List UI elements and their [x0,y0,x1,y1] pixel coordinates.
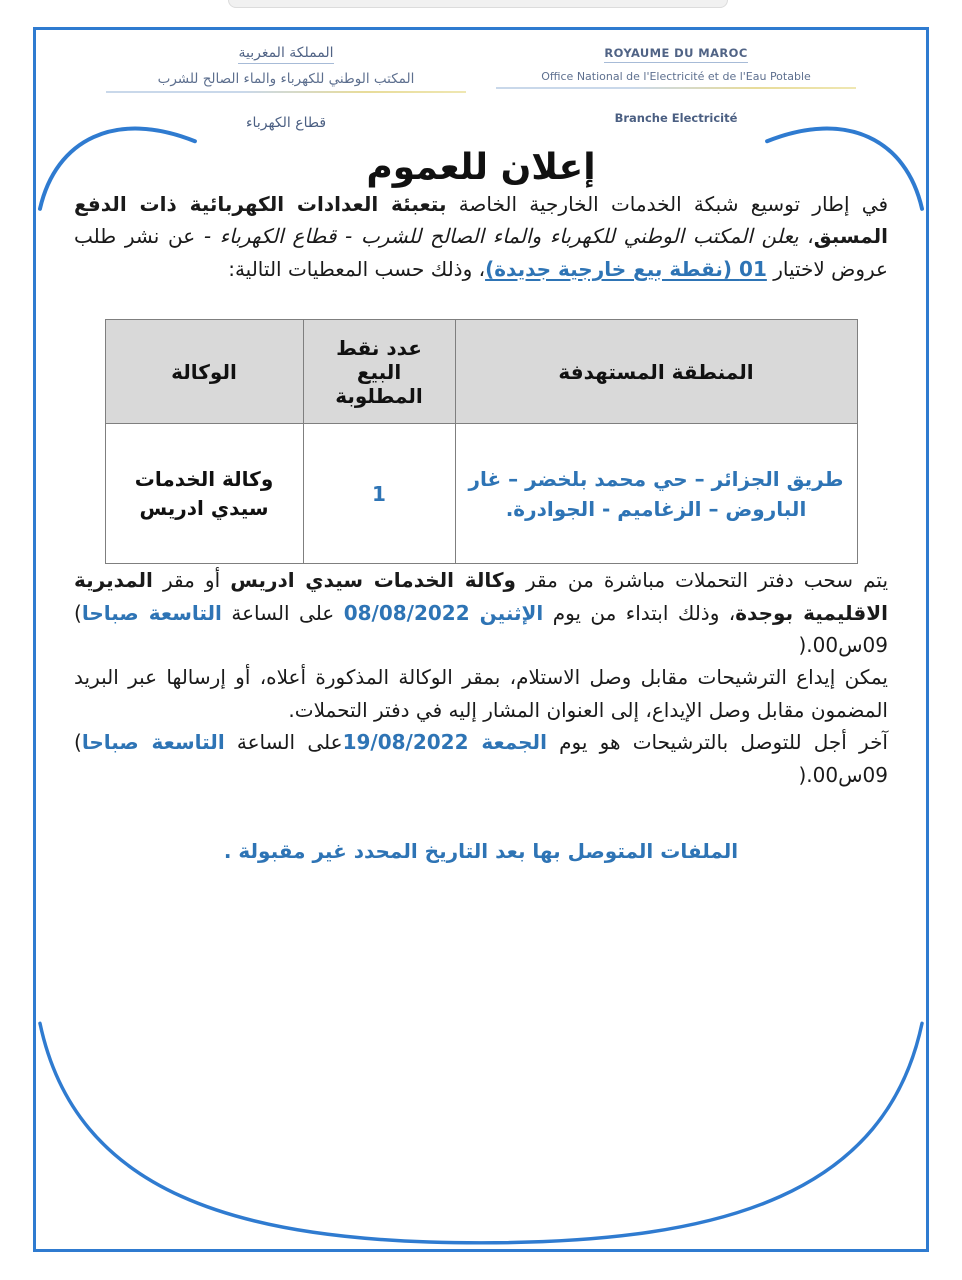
letterhead-arabic-office: المكتب الوطني للكهرباء والماء الصالح للشرب [157,71,415,87]
deadline-seg-4: على الساعة [224,730,343,755]
intro-seg-bold: بتعبئة العدادات الكهربائية ذات الدفع المسبق [74,192,889,249]
letterhead-arabic-kingdom: المملكة المغربية [238,45,333,64]
withdrawal-directorate-name: المديرية الاقليمية بوجدة [74,568,888,625]
document-page [33,27,929,1252]
deadline-time-numeric: ) 09س00.( [74,730,888,787]
submission-paragraph: يمكن إيداع الترشيحات مقابل وصل الاستلام، بمقر الوكالة المذكورة أعلاه، أو إرسالها عبر البريد المضمون مقابل وصل الإيداع، إلى العنوان المشار إليه في دفتر التحملات. [74,665,888,722]
deadline-day: الجمعة [481,730,547,755]
withdrawal-start-day: الإثنين [479,600,544,625]
table-cell-agency: وكالة الخدمات سيدي ادريس [105,424,303,564]
deadline-paragraph [74,726,888,791]
letterhead-french-rule [496,87,856,89]
withdrawal-seg-1: يتم سحب دفتر التحملات مباشرة من مقر [515,568,889,593]
browser-chrome-bar [228,0,728,8]
table-header-agency: الوكالة [105,320,303,424]
intro-seg-1: في إطار توسيع شبكة الخدمات الخارجية الخاصة [446,192,888,216]
withdrawal-seg-3: أو مقر [152,568,231,593]
withdrawal-start-date: 08/08/2022 [343,600,480,625]
intro-paragraph [74,188,888,285]
withdrawal-seg-5: ، وذلك ابتداء من يوم [543,600,736,625]
letterhead-arabic-rule [106,91,466,93]
intro-seg-7: ، وذلك حسب المعطيات التالية: [228,256,486,281]
intro-seg-5: عن نشر طلب عروض لاختيار [74,224,888,281]
withdrawal-seg-8: على الساعة [221,600,344,625]
withdrawal-start-time-numeric: ) 09س00.( [74,600,888,657]
table-cell-area: طريق الجزائر – حي محمد بلخضر – غار الباروض – الزغاميم - الجوادرة. [455,424,857,564]
letterhead-french [496,42,856,125]
table-row [105,424,857,564]
deadline-time-text: التاسعة صباحا [81,730,225,755]
intro-seg-3: ، [798,224,814,249]
table-header-count: عدد نقط البيع المطلوبة [303,320,455,424]
withdrawal-agency-name: وكالة الخدمات سيدي ادريس [230,568,516,593]
intro-sale-point-link[interactable]: 01 (نقطة بيع خارجية جديدة) [485,256,767,281]
letterhead-arabic-branch: قطاع الكهرباء [245,115,327,131]
letterhead-french-kingdom: ROYAUME DU MAROC [604,46,747,63]
table-cell-count: 1 [303,424,455,564]
letterhead-french-office: Office National de l'Electricité et de l'Eau Potable [541,70,811,83]
page-title: إعلان للعموم [366,147,596,188]
withdrawal-paragraph [74,564,888,661]
withdrawal-start-time-text: التاسعة صباحا [81,600,222,625]
letterhead [70,38,892,131]
sale-points-table [105,319,858,564]
letterhead-french-branch: Branche Electricité [614,111,738,125]
deadline-seg-1: آخر أجل للتوصل بالترشيحات هو يوم [546,730,888,755]
letterhead-arabic [106,42,466,131]
table-header-row [105,320,857,424]
intro-seg-italic: يعلن المكتب الوطني للكهرباء والماء الصالح للشرب - قطاع الكهرباء - [203,224,799,249]
final-warning-note: الملفات المتوصل بها بعد التاريخ المحدد غير مقبولة . [223,838,739,863]
deadline-date: 19/08/2022 [342,730,482,755]
table-header-area: المنطقة المستهدفة [455,320,857,424]
